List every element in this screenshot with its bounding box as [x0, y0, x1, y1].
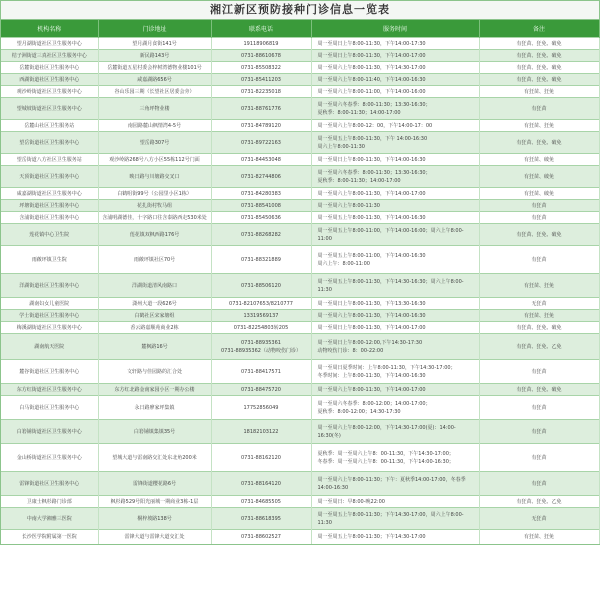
table-row [1, 384, 599, 396]
cell-institution-name: 含浦街道社区卫生服务中心 [1, 212, 98, 224]
cell-address: 白鹤社区宋家塘组 [98, 310, 211, 322]
cell-service-time: 周一至周六上午8:00-11:30 [311, 200, 479, 212]
cell-phone: 0731-82107653/8210777 [211, 298, 311, 310]
cell-phone: 0731-82254803转205 [211, 322, 311, 334]
table-row [1, 212, 599, 224]
cell-address: 麓枫路16号 [98, 334, 211, 360]
table-row [1, 200, 599, 212]
column-header-service-time: 服务时间 [311, 20, 479, 38]
cell-address: 望月湖月食街141号 [98, 38, 211, 50]
cell-service-time: 周一至周日上午8:00-12:00,下午14:30-17:30 动物咬伤门诊：8：00-22:00 [311, 334, 479, 360]
table-row [1, 132, 599, 154]
cell-institution-name: 白马街道社区卫生服务中心 [1, 396, 98, 420]
cell-note: 有狂苗 [479, 200, 599, 212]
table-row [1, 444, 599, 472]
cell-institution-name: 学士街道社区卫生服务中心 [1, 310, 98, 322]
cell-phone: 0731-88162120 [211, 444, 311, 472]
cell-address: 枫杉路529号阳光丽城一期商业3栋-1层 [98, 496, 211, 508]
cell-address: 映日路与川塘路交叉口 [98, 166, 211, 188]
cell-address: 咸嘉湖路656号 [98, 74, 211, 86]
cell-note: 有狂苗 [479, 98, 599, 120]
cell-note: 有狂苗、狂免 [479, 274, 599, 298]
cell-institution-name: 天顶街道社区卫生服务中心 [1, 166, 98, 188]
cell-phone: 0731-85450636 [211, 212, 311, 224]
table-row [1, 120, 599, 132]
cell-address: 文轩路与佳园路的汇合处 [98, 360, 211, 384]
cell-address: 雷锋大道与雷锋大道交汇处 [98, 530, 211, 544]
cell-institution-name: 湖南航天医院 [1, 334, 98, 360]
cell-note: 有狂苗 [479, 444, 599, 472]
cell-phone: 0731-88618395 [211, 508, 311, 530]
table-row [1, 188, 599, 200]
cell-address: 谷山乐园三期（长望社区居委会旁） [98, 86, 211, 98]
cell-phone: 0731-84789120 [211, 120, 311, 132]
cell-institution-name: 坪塘街道社区卫生服务中心 [1, 200, 98, 212]
cell-institution-name: 白箬铺街道社区卫生服务中心 [1, 420, 98, 444]
cell-service-time: 周一至周五上午8:00-11:30；下午14:30-17:00，周六上午8:00- 11:30 [311, 508, 479, 530]
cell-service-time: 周一至周六冬春季：8:00-11:30；13:30-16:30； 夏秋季：8:00-11:30；14:00-17:00 [311, 166, 479, 188]
cell-phone: 0731-88164120 [211, 472, 311, 496]
cell-phone: 18182103122 [211, 420, 311, 444]
cell-phone: 0731-84453048 [211, 154, 311, 166]
cell-note: 有狂苗 [479, 246, 599, 274]
cell-service-time: 周一至周日：早8:00-晚22:00 [311, 496, 479, 508]
cell-institution-name: 观沙岭街道社区卫生服务中心 [1, 86, 98, 98]
table-row [1, 334, 599, 360]
cell-address: 香云路嘉顺苑商业2栋 [98, 322, 211, 334]
cell-service-time: 周一至周日上午8:00-11:30，下午13:30-16:30 [311, 298, 479, 310]
cell-note: 有狂苗、狂免、破免 [479, 224, 599, 246]
cell-note: 有狂苗、破免 [479, 154, 599, 166]
table-header-row [1, 20, 599, 38]
cell-phone: 0731-82235018 [211, 86, 311, 98]
cell-note: 有狂苗 [479, 396, 599, 420]
table-row [1, 360, 599, 384]
table-body [1, 38, 599, 544]
cell-phone: 0731-88417571 [211, 360, 311, 384]
table-row [1, 420, 599, 444]
column-header-phone: 联系电话 [211, 20, 311, 38]
table-row [1, 62, 599, 74]
cell-note: 有狂苗 [479, 212, 599, 224]
table-row [1, 50, 599, 62]
cell-institution-name: 梅溪湖街道社区卫生服务中心 [1, 322, 98, 334]
cell-phone: 0731-88506120 [211, 274, 311, 298]
table-row [1, 38, 599, 50]
cell-note: 有狂苗、狂免、破免 [479, 38, 599, 50]
table-row [1, 530, 599, 544]
cell-address: 雷锋街道樱花路6号 [98, 472, 211, 496]
table-row [1, 74, 599, 86]
cell-service-time: 周一至周六上午8:00-11:30；下午：夏秋季14:00-17:00，冬春季 14:00-16:30 [311, 472, 479, 496]
table-row [1, 322, 599, 334]
cell-institution-name: 岳麓街道社区卫生服务中心 [1, 62, 98, 74]
cell-phone: 0731-88475720 [211, 384, 311, 396]
cell-phone: 19118906819 [211, 38, 311, 50]
table-row [1, 496, 599, 508]
column-header-name: 机构名称 [1, 20, 98, 38]
cell-service-time: 周一至周六冬春季：8:00-12:00；14:00-17:00； 夏秋季：8:00-12:00；14:30-17:30 [311, 396, 479, 420]
cell-phone: 0731-84280383 [211, 188, 311, 200]
table-row [1, 508, 599, 530]
cell-address: 观沙岭路268号八方小区55栋112号门面 [98, 154, 211, 166]
cell-address: 永日路廖家坪集镇 [98, 396, 211, 420]
table-row [1, 166, 599, 188]
cell-phone: 0731-88541008 [211, 200, 311, 212]
table-row [1, 98, 599, 120]
cell-note: 无狂苗 [479, 298, 599, 310]
cell-phone: 0731-88321889 [211, 246, 311, 274]
cell-service-time: 周一至周六上午8:00-12:00，下午14:30-17:00(夏)：14:00- 16:30(冬) [311, 420, 479, 444]
cell-service-time: 周一至周六上午8:00-12：00，下午14:00-17：00 [311, 120, 479, 132]
cell-phone: 0731-88268282 [211, 224, 311, 246]
cell-note: 有狂苗、狂免 [479, 530, 599, 544]
table-row [1, 86, 599, 98]
cell-service-time: 周一至周五上午8:00-11:30，下午14:00-16:30 [311, 212, 479, 224]
cell-institution-name: 望岳街道八方社区卫生服务站 [1, 154, 98, 166]
cell-note: 有狂苗、狂免、破免 [479, 132, 599, 154]
cell-address: 望城大道与雷南路交汇处东北角200米 [98, 444, 211, 472]
cell-note: 有狂苗、狂免 [479, 120, 599, 132]
table-row [1, 396, 599, 420]
cell-service-time: 周一至周六上午8:00-11:30，下午14:00-16:30 [311, 310, 479, 322]
cell-institution-name: 东方红街道社区卫生服务中心 [1, 384, 98, 396]
table-row [1, 310, 599, 322]
cell-institution-name: 岳麓山社区卫生服务站 [1, 120, 98, 132]
cell-service-time: 夏秋季：周一至周六上午8：00-11:30，下午14:30-17:00； 冬春季：周一至周六上午8：00-11:30，下午14:00-16:30； [311, 444, 479, 472]
cell-phone: 13319569137 [211, 310, 311, 322]
cell-phone: 0731-88761776 [211, 98, 311, 120]
cell-service-time: 周一至周六上午8:00-11:30，下午14:30-17:00 [311, 62, 479, 74]
table-row [1, 298, 599, 310]
cell-phone: 0731-89722163 [211, 132, 311, 154]
cell-note: 无狂苗 [479, 508, 599, 530]
cell-address: 莲花镇双枫西路176号 [98, 224, 211, 246]
cell-note: 有狂苗、破免 [479, 188, 599, 200]
cell-note: 有狂苗、狂免、破免 [479, 50, 599, 62]
cell-institution-name: 洋湖街道社区卫生服务中心 [1, 274, 98, 298]
cell-service-time: 周一至周六上午8:00-11:30，下午14:00-17:00 [311, 188, 479, 200]
cell-address: 白箬铺镇集镇35号 [98, 420, 211, 444]
cell-institution-name: 麓谷街道社区卫生服务中心 [1, 360, 98, 384]
cell-service-time: 周一至周日夏季时间：上午8:00-11:30，下午14:30-17:00； 冬季时间：上午8:00-11:30，下午14:00-16:30 [311, 360, 479, 384]
table-row [1, 274, 599, 298]
cell-service-time: 周一至周六上午8:00-11:00，下午14:00-16:00 [311, 86, 479, 98]
cell-note: 有狂苗、狂免、乙免 [479, 496, 599, 508]
cell-service-time: 周一至周五上午8:00-11:30，下午14:30-16:30；周六上午8:00- 11:30 [311, 274, 479, 298]
cell-phone: 17752856049 [211, 396, 311, 420]
cell-note: 有狂苗、狂免 [479, 86, 599, 98]
cell-note: 有狂苗、破免 [479, 166, 599, 188]
cell-service-time: 周一至周日上午8:00-11:30，下午14:00-17:00 [311, 50, 479, 62]
cell-service-time: 周一至周六上午8:00-11:30，下午14:00-17:00 [311, 384, 479, 396]
cell-note: 有狂苗、狂免、破免 [479, 322, 599, 334]
cell-address: 望岳路307号 [98, 132, 211, 154]
cell-note: 有狂苗、狂免、破免 [479, 62, 599, 74]
cell-service-time: 周一至周六上午8:00-11:40，下午14:00-16:30 [311, 74, 479, 86]
table-row [1, 224, 599, 246]
cell-note: 有狂苗、狂免 [479, 310, 599, 322]
clinic-table [1, 20, 600, 544]
column-header-note: 备注 [479, 20, 599, 38]
cell-institution-name: 卫康士枫杉路门诊部 [1, 496, 98, 508]
cell-phone: 0731-88602527 [211, 530, 311, 544]
cell-phone: 0731-84685505 [211, 496, 311, 508]
cell-institution-name: 咸嘉湖街道社区卫生服务中心 [1, 188, 98, 200]
cell-note: 有狂苗 [479, 360, 599, 384]
cell-address: 东方红北路金南家园小区一期办公楼 [98, 384, 211, 396]
cell-phone: 0731-85508322 [211, 62, 311, 74]
cell-institution-name: 莲花镇中心卫生院 [1, 224, 98, 246]
cell-institution-name: 中南大学湘雅三医院 [1, 508, 98, 530]
cell-institution-name: 西湖街道社区卫生服务中心 [1, 74, 98, 86]
cell-address: 潇州大道一段626号 [98, 298, 211, 310]
cell-service-time: 周一至周五上午8:00-11:00，下午14:00-16:00；周六上午8:00- 11:00 [311, 224, 479, 246]
cell-address: 新民路143号 [98, 50, 211, 62]
cell-note: 有狂苗、狂免、乙免 [479, 334, 599, 360]
cell-address: 花扎街村牧马组 [98, 200, 211, 212]
cell-institution-name: 桔子洲街道三真社区卫生服务中心 [1, 50, 98, 62]
cell-phone: 0731-88610678 [211, 50, 311, 62]
cell-phone: 0731-82744806 [211, 166, 311, 188]
page-title: 湘江新区预防接种门诊信息一览表 [1, 1, 599, 20]
cell-phone: 0731-88935361 0731-88935362（动物咬伤门诊） [211, 334, 311, 360]
cell-institution-name: 望月湖街道社区卫生服务中心 [1, 38, 98, 50]
cell-institution-name: 长沙医学院附属第一医院 [1, 530, 98, 544]
table-row [1, 472, 599, 496]
cell-service-time: 周一至周日上午8:00-11:30，下午14:00-17:30 [311, 38, 479, 50]
cell-service-time: 周一至周六冬春季：8:00-11:30；13:30-16:30； 夏秋季：8:00-11:30；14:00-17:00 [311, 98, 479, 120]
cell-address: 雨敞坪镇社区70号 [98, 246, 211, 274]
column-header-address: 门诊地址 [98, 20, 211, 38]
cell-note: 有狂苗、狂免、破免 [479, 384, 599, 396]
cell-service-time: 周一至周五上午8:00-11:00，下午14:00-16:30 周六上午：8:00-11:00 [311, 246, 479, 274]
cell-phone: 0731-85411203 [211, 74, 311, 86]
cell-address: 桐梓坡路138号 [98, 508, 211, 530]
table-row [1, 246, 599, 274]
table-row [1, 154, 599, 166]
cell-note: 有狂苗、狂免、破免 [479, 74, 599, 86]
cell-address: 三角坪物业楼 [98, 98, 211, 120]
cell-address: 洋湖街道清风南路口 [98, 274, 211, 298]
cell-address: 南园路麓山枫情湾4-5号 [98, 120, 211, 132]
cell-note: 有狂苗 [479, 472, 599, 496]
cell-note: 有狂苗 [479, 420, 599, 444]
cell-address: 岳麓街道五星村委会梓树湾德物业楼101号 [98, 62, 211, 74]
cell-institution-name: 金山桥街道社区卫生服务中心 [1, 444, 98, 472]
cell-service-time: 周一至周日上午8:00-11:30，下午14:00-17:00 [311, 322, 479, 334]
cell-institution-name: 望岳街道社区卫生服务中心 [1, 132, 98, 154]
cell-address: 含浦明湖德佳，十字路口往含泰路西走530米处 [98, 212, 211, 224]
cell-service-time: 周一至周五上午8:00-11:30，下午 14:00-16:30 周六上午8:00-11:30 [311, 132, 479, 154]
cell-service-time: 周一至周五上午8:00-11:30；下午14:30-17:00 [311, 530, 479, 544]
cell-institution-name: 雨敞坪镇卫生院 [1, 246, 98, 274]
cell-service-time: 周一至周日上午8:00-11:30，下午14:00-16:30 [311, 154, 479, 166]
cell-institution-name: 湖南妇女儿童医院 [1, 298, 98, 310]
cell-institution-name: 雷锋街道社区卫生服务中心 [1, 472, 98, 496]
cell-institution-name: 望城坡街道社区卫生服务中心 [1, 98, 98, 120]
cell-address: 白鹤咀街99号（公园里小区1栋） [98, 188, 211, 200]
